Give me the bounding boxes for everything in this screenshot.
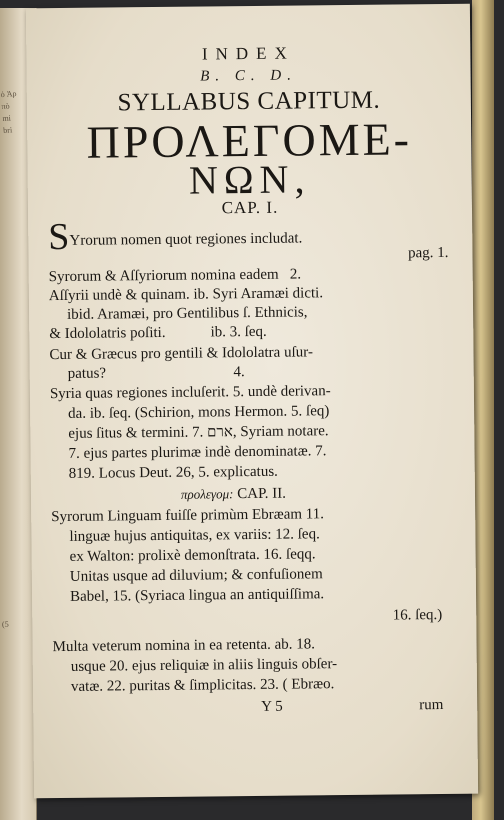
entry-line: linguæ hujus antiquitas, ex variis: 12. ſeq. [69, 526, 320, 545]
chapter-2-heading [181, 484, 286, 505]
index-letters: B. C. D. [200, 67, 298, 85]
book-page [26, 4, 478, 799]
running-title: INDEX [201, 43, 295, 64]
facing-page-text-bottom: (5 [1, 619, 9, 630]
greek-abbrev: προλεγομ: [180, 486, 234, 502]
entry-line: ex Walton: prolixè demonſtrata. 16. ſeqq. [69, 546, 316, 565]
entry-line: pag. 1. [407, 244, 449, 262]
entry-line: vatæ. 22. puritas & ſimplicitas. 23. ( Ebræo. [70, 676, 335, 695]
entry-line: Cur & Græcus pro gentili & Idololatra uſur- [49, 344, 313, 364]
entry-line: & Idololatris poſiti. ib. 3. ſeq. [49, 323, 267, 343]
entry-line [48, 215, 303, 259]
entry-line: patus? 4. [67, 364, 245, 382]
entry-text: Yrorum nomen quot regiones includat. [69, 230, 303, 249]
chapter-2-label: CAP. II. [237, 485, 287, 503]
entry-line: Unitas usque ad diluvium; & confuſionem [69, 566, 323, 585]
facing-page-text-top: ὁ Ἀρ πὸ mi bri [0, 89, 17, 135]
entry-line: Syrorum Linguam fuiſſe primùm Ebræam 11. [51, 506, 325, 526]
entry-line: 7. ejus partes plurimæ indè denominatæ. 7. [68, 443, 327, 462]
entry-line: 16. ſeq.) [392, 607, 443, 624]
entry-line: ejus ſitus & termini. 7. ארם, Syriam notare. [68, 423, 329, 442]
signature-mark: Y 5 [261, 698, 283, 715]
syllabus-heading: SYLLABUS CAPITUM. [117, 86, 381, 117]
entry-line: Aſſyrii undè & quinam. ib. Syri Aramæi dicti. [48, 285, 324, 305]
entry-line: Babel, 15. (Syriaca lingua an antiquiſſima. [69, 586, 325, 605]
entry-line: Syrorum & Aſſyriorum nomina eadem 2. [48, 266, 302, 286]
drop-initial: S [48, 215, 70, 259]
entry-line: Syria quas regiones incluſerit. 5. undè derivan- [49, 383, 331, 403]
entry-line: da. ib. ſeq. (Schirion, mons Hermon. 5. ſeq) [68, 403, 330, 422]
entry-line: usque 20. ejus reliquiæ in aliis linguis obſer- [70, 656, 338, 675]
greek-heading-line-2: ΝΩΝ, [188, 156, 311, 203]
catchword: rum [419, 697, 444, 714]
entry-line: ibid. Aramæi, pro Gentilibus ſ. Ethnicis, [67, 304, 308, 323]
greek-heading-line-1: ΠΡΟΛΕΓΟΜΕ- [86, 113, 413, 168]
chapter-1-heading: CAP. I. [221, 197, 279, 218]
entry-line: Multa veterum nomina in ea retenta. ab. 18. [52, 636, 316, 656]
entry-line: 819. Locus Deut. 26, 5. explicatus. [68, 463, 278, 482]
